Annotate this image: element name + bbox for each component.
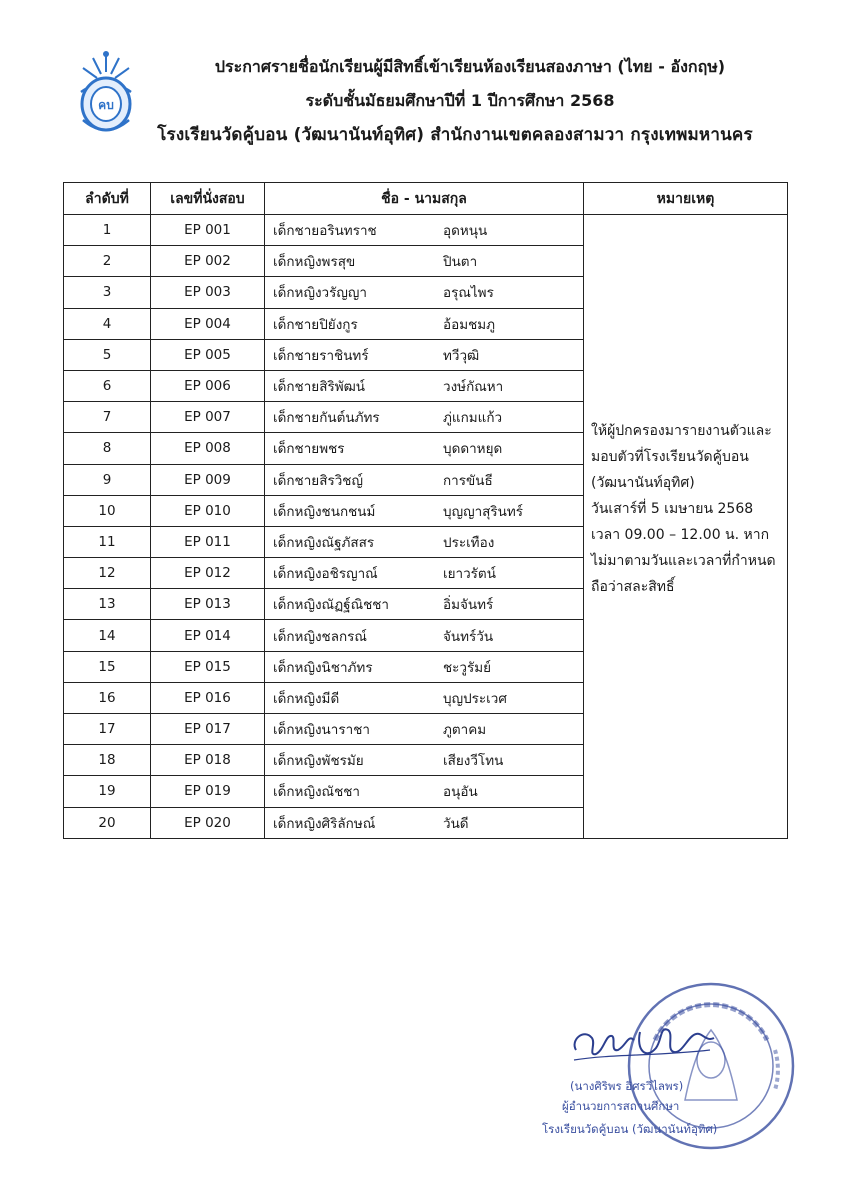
student-first-name: เด็กหญิงพรสุข xyxy=(273,254,356,271)
seat-number: EP 005 xyxy=(151,339,265,370)
student-last-name: วงษ์กัณหา xyxy=(443,379,504,396)
student-last-name: วันดี xyxy=(443,815,469,832)
student-name xyxy=(265,807,584,838)
student-last-name: บุดดาหยุด xyxy=(443,441,503,458)
student-name xyxy=(265,776,584,807)
row-number: 1 xyxy=(64,215,151,246)
student-last-name: ปินตา xyxy=(443,254,478,271)
seat-number: EP 019 xyxy=(151,776,265,807)
student-first-name: เด็กหญิงพัชรมัย xyxy=(273,753,364,770)
seat-number: EP 015 xyxy=(151,651,265,682)
student-last-name: บุญญาสุรินทร์ xyxy=(443,503,524,520)
student-name xyxy=(265,589,584,620)
row-number: 20 xyxy=(64,807,151,838)
seat-number: EP 014 xyxy=(151,620,265,651)
seat-number: EP 002 xyxy=(151,246,265,277)
table-row xyxy=(64,215,788,246)
seat-number: EP 017 xyxy=(151,714,265,745)
remarks-cell xyxy=(584,215,788,839)
student-name xyxy=(265,620,584,651)
student-last-name: ชะวูรัมย์ xyxy=(443,659,492,676)
student-first-name: เด็กหญิงณัชชา xyxy=(273,784,360,801)
seat-number: EP 007 xyxy=(151,402,265,433)
student-last-name: จันทร์วัน xyxy=(443,628,494,645)
student-name xyxy=(265,215,584,246)
student-last-name: อรุณไพร xyxy=(443,285,494,302)
student-first-name: เด็กหญิงณัฐภัสสร xyxy=(273,534,375,551)
student-name xyxy=(265,370,584,401)
student-first-name: เด็กหญิงชลกรณ์ xyxy=(273,628,367,645)
seat-number: EP 006 xyxy=(151,370,265,401)
student-name xyxy=(265,277,584,308)
student-name xyxy=(265,526,584,557)
student-first-name: เด็กชายสิรวิชญ์ xyxy=(273,472,363,489)
student-name xyxy=(265,308,584,339)
signer-name: (นางศิริพร อิศรวิไลพร) xyxy=(570,1079,684,1093)
seat-number: EP 003 xyxy=(151,277,265,308)
announcement-level: ระดับชั้นมัธยมศึกษาปีที่ 1 ปีการศึกษา 2568 xyxy=(305,91,615,110)
signature-block xyxy=(530,980,830,1160)
student-name xyxy=(265,651,584,682)
col-no-header: ลำดับที่ xyxy=(64,183,151,215)
row-number: 8 xyxy=(64,433,151,464)
row-number: 15 xyxy=(64,651,151,682)
seat-number: EP 011 xyxy=(151,526,265,557)
student-name xyxy=(265,402,584,433)
signer-school: โรงเรียนวัดคู้บอน (วัฒนานันท์อุทิศ) xyxy=(542,1122,718,1136)
student-name xyxy=(265,464,584,495)
col-name-header: ชื่อ - นามสกุล xyxy=(265,183,584,215)
col-note-header: หมายเหตุ xyxy=(584,183,788,215)
row-number: 10 xyxy=(64,495,151,526)
remark-line: ถือว่าสละสิทธิ์ xyxy=(591,579,675,595)
signer-position: ผู้อำนวยการสถานศึกษา xyxy=(562,1099,680,1113)
student-name xyxy=(265,246,584,277)
seat-number: EP 020 xyxy=(151,807,265,838)
student-last-name: อิ่มจันทร์ xyxy=(443,597,494,614)
student-last-name: อุดหนุน xyxy=(443,223,488,240)
row-number: 9 xyxy=(64,464,151,495)
row-number: 17 xyxy=(64,714,151,745)
row-number: 2 xyxy=(64,246,151,277)
student-first-name: เด็กชายราชินทร์ xyxy=(273,347,369,364)
remark-line: เวลา 09.00 – 12.00 น. หาก xyxy=(591,527,770,543)
seat-number: EP 009 xyxy=(151,464,265,495)
row-number: 3 xyxy=(64,277,151,308)
student-first-name: เด็กหญิงอชิรญาณ์ xyxy=(273,566,378,583)
row-number: 13 xyxy=(64,589,151,620)
student-last-name: เสียงวีโทน xyxy=(443,753,504,770)
row-number: 18 xyxy=(64,745,151,776)
seat-number: EP 013 xyxy=(151,589,265,620)
student-first-name: เด็กหญิงนาราชา xyxy=(273,722,370,739)
remark-line: วันเสาร์ที่ 5 เมษายน 2568 xyxy=(591,501,754,517)
table-header-row xyxy=(64,183,788,215)
student-last-name: อนุอัน xyxy=(443,784,478,801)
remark-line: (วัฒนานันท์อุทิศ) xyxy=(591,475,695,491)
row-number: 19 xyxy=(64,776,151,807)
seat-number: EP 004 xyxy=(151,308,265,339)
handwritten-signature-icon xyxy=(570,1020,720,1065)
seat-number: EP 008 xyxy=(151,433,265,464)
row-number: 14 xyxy=(64,620,151,651)
student-last-name: การขันธี xyxy=(443,472,493,489)
student-first-name: เด็กชายพชร xyxy=(273,441,345,458)
student-first-name: เด็กชายสิริพัฒน์ xyxy=(273,379,366,396)
seat-number: EP 001 xyxy=(151,215,265,246)
school-name: โรงเรียนวัดคู้บอน (วัฒนานันท์อุทิศ) สำนักงานเขตคลองสามวา กรุงเทพมหานคร xyxy=(157,125,753,145)
col-seat-header: เลขที่นั่งสอบ xyxy=(151,183,265,215)
student-name xyxy=(265,558,584,589)
student-first-name: เด็กชายปิยังกูร xyxy=(273,316,358,333)
remark-line: ให้ผู้ปกครองมารายงานตัวและ xyxy=(591,423,772,439)
student-last-name: ประเทือง xyxy=(443,534,495,551)
student-first-name: เด็กชายอรินทราช xyxy=(273,223,377,240)
student-name xyxy=(265,682,584,713)
student-name xyxy=(265,714,584,745)
row-number: 4 xyxy=(64,308,151,339)
seat-number: EP 016 xyxy=(151,682,265,713)
seat-number: EP 018 xyxy=(151,745,265,776)
student-last-name: ทวีวุฒิ xyxy=(443,347,480,364)
row-number: 16 xyxy=(64,682,151,713)
student-first-name: เด็กหญิงณัฏฐ์ณิชชา xyxy=(273,597,390,614)
student-first-name: เด็กหญิงนิชาภัทร xyxy=(273,659,373,676)
student-last-name: บุญประเวศ xyxy=(443,690,507,707)
student-last-name: ภูตาคม xyxy=(443,722,487,739)
student-first-name: เด็กชายกันต์นภัทร xyxy=(273,410,380,427)
student-name xyxy=(265,433,584,464)
seat-number: EP 012 xyxy=(151,558,265,589)
student-last-name: อ้อมชมภู xyxy=(443,316,496,333)
student-name xyxy=(265,339,584,370)
remark-line: ไม่มาตามวันและเวลาที่กำหนด xyxy=(591,553,776,569)
row-number: 12 xyxy=(64,558,151,589)
row-number: 11 xyxy=(64,526,151,557)
student-first-name: เด็กหญิงศิริลักษณ์ xyxy=(273,815,376,832)
announcement-title: ประกาศรายชื่อนักเรียนผู้มีสิทธิ์เข้าเรียนห้องเรียนสองภาษา (ไทย - อังกฤษ) xyxy=(214,57,726,76)
school-emblem-icon xyxy=(75,48,137,134)
row-number: 6 xyxy=(64,370,151,401)
svg-text:คบ: คบ xyxy=(98,98,114,112)
student-name xyxy=(265,745,584,776)
student-name xyxy=(265,495,584,526)
row-number: 7 xyxy=(64,402,151,433)
student-first-name: เด็กหญิงชนกชนม์ xyxy=(273,503,376,520)
student-first-name: เด็กหญิงวรัญญา xyxy=(273,285,367,302)
student-last-name: ภู่แกมแก้ว xyxy=(443,410,503,427)
student-first-name: เด็กหญิงมีดี xyxy=(273,690,340,707)
seat-number: EP 010 xyxy=(151,495,265,526)
student-last-name: เยาวรัตน์ xyxy=(443,566,496,583)
student-list-table xyxy=(63,182,788,839)
row-number: 5 xyxy=(64,339,151,370)
page-header xyxy=(140,50,780,152)
remark-line: มอบตัวที่โรงเรียนวัดคู้บอน xyxy=(591,449,749,465)
